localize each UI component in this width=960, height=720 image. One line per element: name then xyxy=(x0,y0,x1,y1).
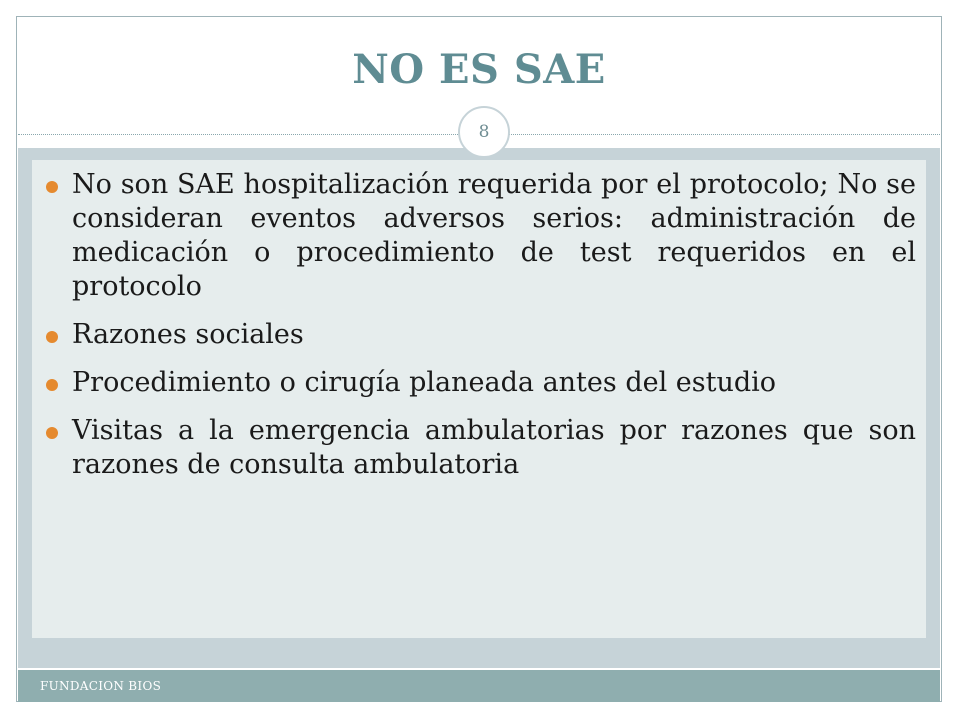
bullet-list xyxy=(40,168,916,496)
bullet-item xyxy=(40,168,916,304)
bullet-text: No son SAE hospitalización requerida por el protocolo; No se consideran eventos adversos serios: administración de medicación o procedimiento de test requeridos en el protocolo xyxy=(72,169,916,302)
bullet-dot-icon xyxy=(46,427,58,439)
slide-title: NO ES SAE xyxy=(352,46,606,93)
bullet-dot-icon xyxy=(46,379,58,391)
bullet-text: Razones sociales xyxy=(72,319,304,350)
bullet-item xyxy=(40,318,916,352)
page-number: 8 xyxy=(478,122,490,142)
bullet-item xyxy=(40,414,916,482)
bullet-dot-icon xyxy=(46,181,58,193)
bullet-text: Visitas a la emergencia ambulatorias por razones que son razones de consulta ambulatoria xyxy=(72,415,916,480)
page-number-badge xyxy=(458,106,510,158)
bullet-dot-icon xyxy=(46,331,58,343)
footer-text: FUNDACION BIOS xyxy=(40,679,162,693)
bullet-text: Procedimiento o cirugía planeada antes del estudio xyxy=(72,367,777,398)
bullet-item xyxy=(40,366,916,400)
